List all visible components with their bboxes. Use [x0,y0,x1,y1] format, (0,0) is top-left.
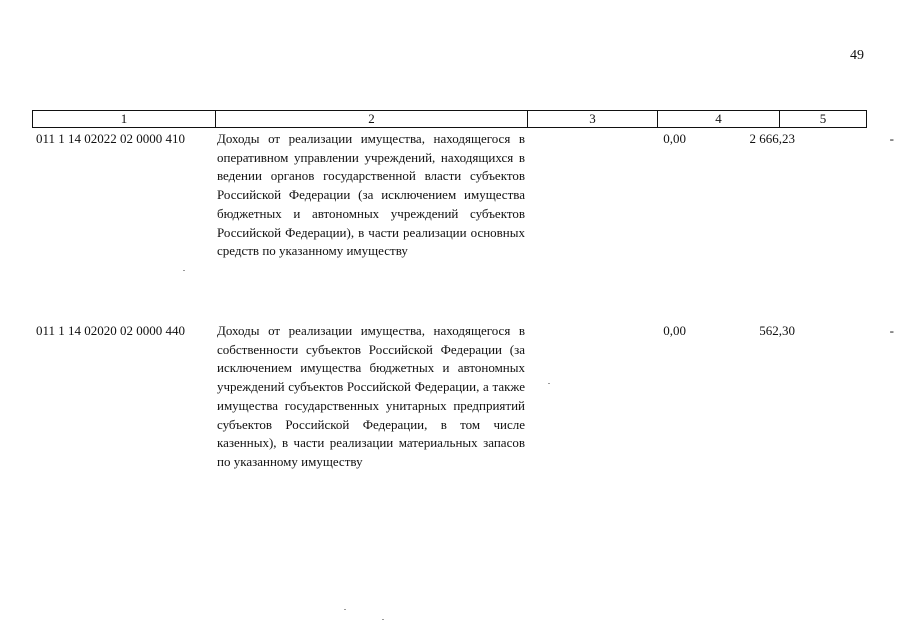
scan-speck [382,619,384,620]
value-column-3: 0,00 [663,323,686,338]
budget-code: 011 1 14 02020 02 0000 440 [36,323,186,338]
scan-speck [548,383,550,384]
income-description: Доходы от реализации имущества, находящегося в собственности субъектов Российской Федерации (за исключением имущества бюджетных и автономных учреждений субъектов Российской Федерации, а также имущества государственных унитарных предприятий субъектов Российской Федерации, в том числе казенных), в части реализации материальных запасов по указанному имуществу [217,323,525,469]
value-column-5: - [889,323,894,338]
table-column-header [32,110,867,128]
value-column-5: - [889,131,894,146]
value-column-4: 562,30 [759,323,795,338]
scan-speck [344,609,346,610]
value-column-3: 0,00 [663,131,686,146]
income-description: Доходы от реализации имущества, находящегося в оперативном управлении учреждений, находящихся в ведении органов государственной власти субъектов Российской Федерации (за исключением имущества бюджетных и автономных учреждений субъектов Российской Федерации), в части реализации основных средств по указанному имуществу [217,131,525,259]
column-number-4: 4 [658,111,780,127]
page-number: 49 [850,48,864,63]
column-number-5: 5 [819,111,827,126]
value-column-4: 2 666,23 [749,131,795,146]
column-number-2: 2 [216,111,528,127]
scan-speck [183,270,185,271]
budget-code: 011 1 14 02022 02 0000 410 [36,131,186,146]
column-number-1: 1 [33,111,216,127]
column-number-3: 3 [528,111,658,127]
